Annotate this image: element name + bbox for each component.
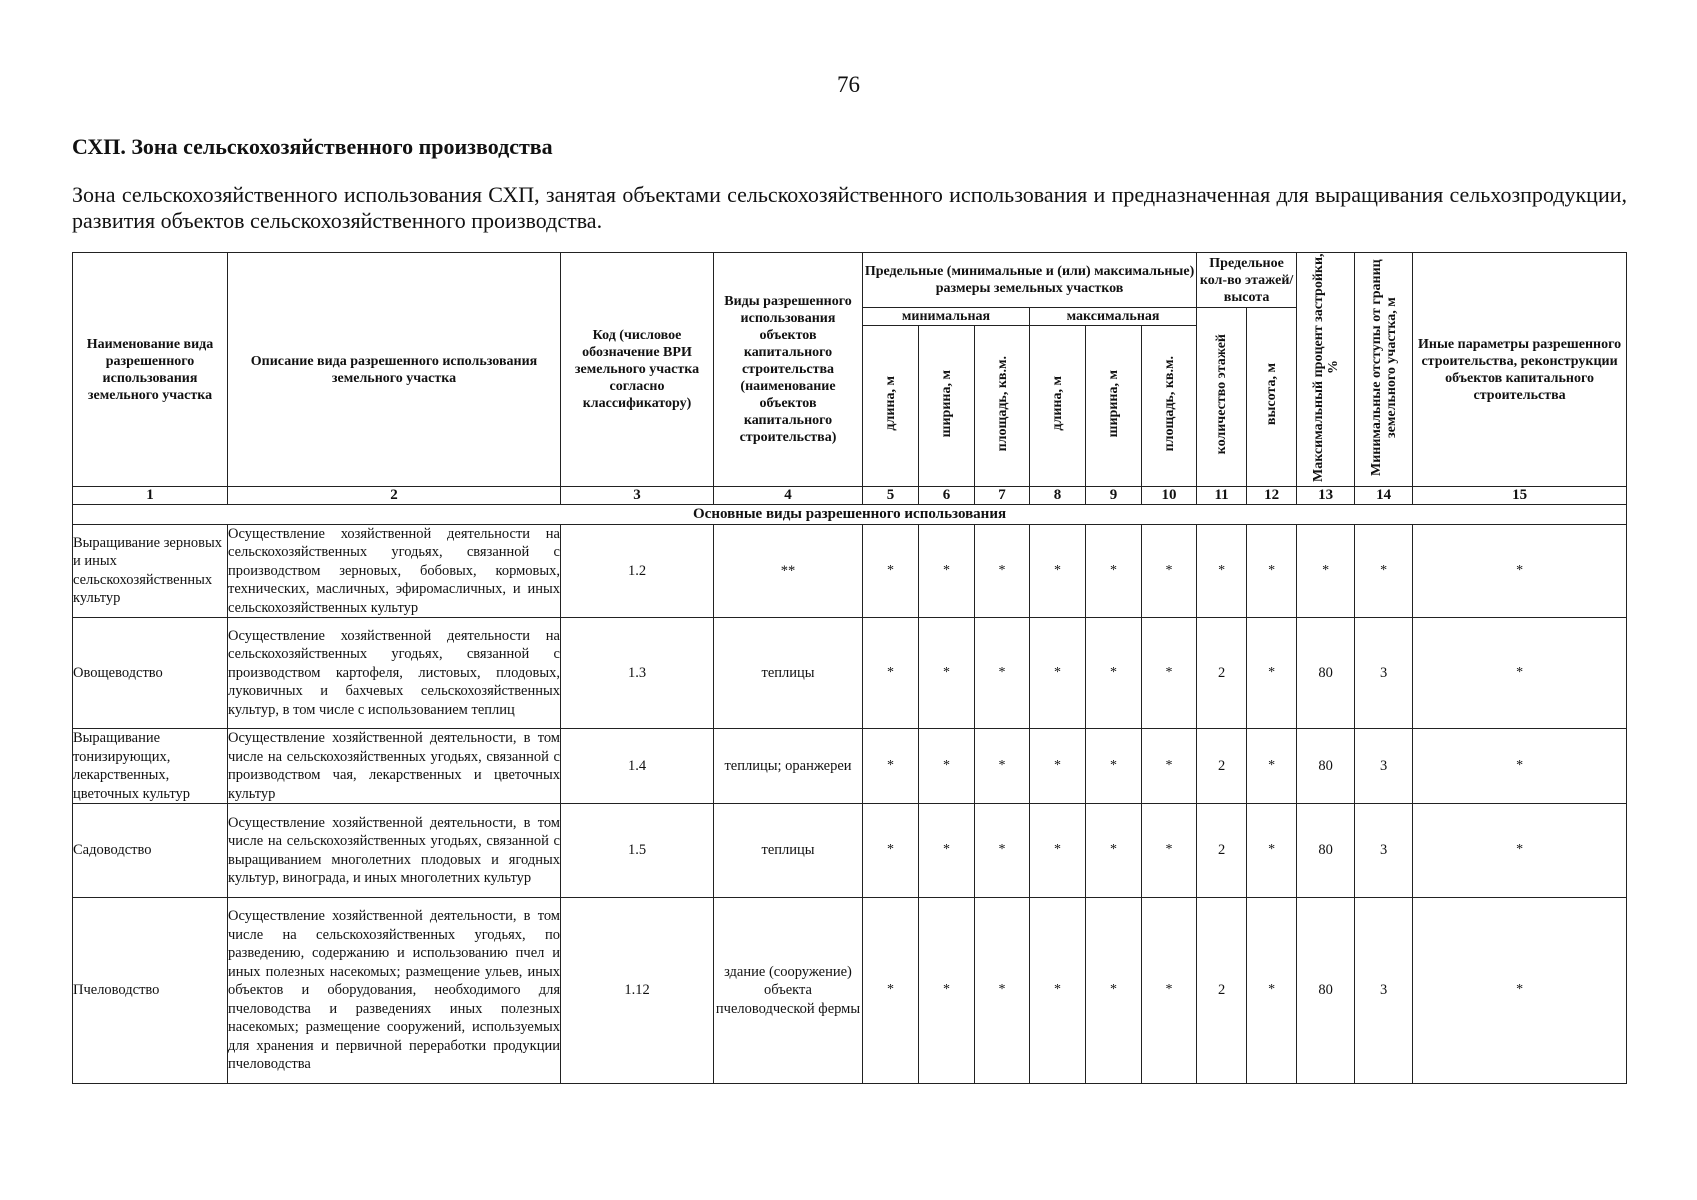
- column-number: 9: [1086, 487, 1142, 505]
- column-number: 8: [1030, 487, 1086, 505]
- row-code: 1.4: [561, 729, 714, 804]
- cell-other: *: [1413, 524, 1627, 618]
- cell-max-area: *: [1142, 524, 1197, 618]
- column-numbers-row: [73, 487, 1627, 505]
- column-number: 13: [1297, 487, 1355, 505]
- header-other: Иные параметры разрешенного строительства, реконструкции объектов капитального строительства: [1413, 253, 1627, 487]
- row-code: 1.12: [561, 898, 714, 1084]
- header-name: Наименование вида разрешенного использования земельного участка: [73, 253, 228, 487]
- cell-min-width: *: [919, 898, 975, 1084]
- cell-max-width: *: [1086, 729, 1142, 804]
- column-number: 11: [1197, 487, 1247, 505]
- table-row: [73, 898, 1627, 1084]
- row-name: Овощеводство: [73, 618, 228, 729]
- row-types: теплицы: [714, 804, 863, 898]
- cell-max-length: *: [1030, 618, 1086, 729]
- cell-max-length: *: [1030, 804, 1086, 898]
- column-number: 10: [1142, 487, 1197, 505]
- column-number: 5: [863, 487, 919, 505]
- row-code: 1.2: [561, 524, 714, 618]
- page-number: 76: [837, 72, 860, 97]
- cell-other: *: [1413, 618, 1627, 729]
- row-code: 1.5: [561, 804, 714, 898]
- column-number: 1: [73, 487, 228, 505]
- row-types: **: [714, 524, 863, 618]
- cell-max-width: *: [1086, 524, 1142, 618]
- cell-min-area: *: [975, 524, 1030, 618]
- cell-setback: 3: [1355, 898, 1413, 1084]
- cell-max-length: *: [1030, 524, 1086, 618]
- table-row: [73, 729, 1627, 804]
- cell-min-width: *: [919, 524, 975, 618]
- table-row: [73, 618, 1627, 729]
- section-label: Основные виды разрешенного использования: [73, 505, 1627, 525]
- header-max: максимальная: [1030, 308, 1197, 326]
- row-description: Осуществление хозяйственной деятельности на сельскохозяйственных угодьях, связанной с производством зерновых, бобовых, кормовых, технических, масличных, эфиромасличных, и иных сельскохозяйственных культур: [228, 525, 560, 616]
- header-max-area: площадь, кв.м.: [1142, 326, 1197, 487]
- header-min-area: площадь, кв.м.: [975, 326, 1030, 487]
- cell-min-width: *: [919, 729, 975, 804]
- cell-min-length: *: [863, 804, 919, 898]
- header-floors: количество этажей: [1197, 308, 1247, 487]
- cell-max-area: *: [1142, 618, 1197, 729]
- cell-height: *: [1247, 729, 1297, 804]
- column-number: 6: [919, 487, 975, 505]
- cell-floors: 2: [1197, 804, 1247, 898]
- column-number: 14: [1355, 487, 1413, 505]
- header-height: высота, м: [1247, 308, 1297, 487]
- cell-max-percent: 80: [1297, 898, 1355, 1084]
- cell-height: *: [1247, 898, 1297, 1084]
- cell-min-length: *: [863, 618, 919, 729]
- cell-setback: *: [1355, 524, 1413, 618]
- row-name: Пчеловодство: [73, 898, 228, 1084]
- cell-max-width: *: [1086, 618, 1142, 729]
- section-row: [73, 505, 1627, 525]
- header-max-length: длина, м: [1030, 326, 1086, 487]
- column-number: 7: [975, 487, 1030, 505]
- cell-max-width: *: [1086, 898, 1142, 1084]
- cell-max-percent: 80: [1297, 618, 1355, 729]
- column-number: 12: [1247, 487, 1297, 505]
- cell-max-percent: 80: [1297, 804, 1355, 898]
- cell-min-area: *: [975, 729, 1030, 804]
- intro-paragraph: Зона сельскохозяйственного использования СХП, занятая объектами сельскохозяйственного использования и предназначенная для выращивания сельхозпродукции, развития объектов сельскохозяйственного производства.: [72, 182, 1627, 233]
- row-name: Выращивание тонизирующих, лекарственных, цветочных культур: [73, 729, 228, 804]
- cell-min-width: *: [919, 618, 975, 729]
- column-number: 15: [1413, 487, 1627, 505]
- cell-floors: 2: [1197, 729, 1247, 804]
- header-max-percent: Максимальный процент застройки, %: [1297, 253, 1355, 487]
- row-types: теплицы; оранжереи: [714, 729, 863, 804]
- cell-other: *: [1413, 898, 1627, 1084]
- column-number: 3: [561, 487, 714, 505]
- cell-min-length: *: [863, 524, 919, 618]
- cell-min-area: *: [975, 618, 1030, 729]
- row-description: Осуществление хозяйственной деятельности на сельскохозяйственных угодьях, связанной с производством картофеля, листовых, плодовых, луковичных и бахчевых сельскохозяйственных культур, в том числе с использованием теплиц: [228, 618, 561, 729]
- row-code: 1.3: [561, 618, 714, 729]
- header-description: Описание вида разрешенного использования земельного участка: [228, 253, 561, 487]
- cell-height: *: [1247, 524, 1297, 618]
- header-max-width: ширина, м: [1086, 326, 1142, 487]
- cell-min-area: *: [975, 898, 1030, 1084]
- cell-max-area: *: [1142, 898, 1197, 1084]
- header-min-length: длина, м: [863, 326, 919, 487]
- cell-min-length: *: [863, 898, 919, 1084]
- cell-max-length: *: [1030, 898, 1086, 1084]
- table-row: [73, 804, 1627, 898]
- cell-min-area: *: [975, 804, 1030, 898]
- cell-max-percent: 80: [1297, 729, 1355, 804]
- section-title: СХП. Зона сельскохозяйственного производства: [72, 134, 553, 159]
- column-number: 4: [714, 487, 863, 505]
- cell-max-length: *: [1030, 729, 1086, 804]
- header-code: Код (числовое обозначение ВРИ земельного участка согласно классификатору): [561, 253, 714, 487]
- row-description: Осуществление хозяйственной деятельности, в том числе на сельскохозяйственных угодьях, связанной с выращиванием многолетних плодовых и ягодных культур, винограда, и иных многолетних культур: [228, 804, 561, 898]
- cell-floors: *: [1197, 524, 1247, 618]
- column-number: 2: [228, 487, 561, 505]
- header-min: минимальная: [863, 308, 1030, 326]
- cell-height: *: [1247, 804, 1297, 898]
- row-name: Выращивание зерновых и иных сельскохозяйственных культур: [73, 524, 228, 618]
- zone-parameters-table: [72, 252, 1627, 1084]
- cell-max-area: *: [1142, 729, 1197, 804]
- header-floors-group: Предельное кол-во этажей/ высота: [1197, 253, 1297, 308]
- header-types: Виды разрешенного использования объектов капитального строительства (наименование объектов капитального строительства): [714, 253, 863, 487]
- cell-height: *: [1247, 618, 1297, 729]
- cell-min-width: *: [919, 804, 975, 898]
- cell-max-width: *: [1086, 804, 1142, 898]
- cell-setback: 3: [1355, 804, 1413, 898]
- row-description: Осуществление хозяйственной деятельности, в том числе на сельскохозяйственных угодьях, по разведению, содержанию и использованию пчел и иных полезных насекомых; размещение ульев, иных объектов и оборудования, необходимого для пчеловодства и разведениях иных полезных насекомых; размещение сооружений, используемых для хранения и первичной переработки продукции пчеловодства: [228, 898, 561, 1084]
- header-limits: Предельные (минимальные и (или) максимальные) размеры земельных участков: [863, 253, 1197, 308]
- row-types: здание (сооружение) объекта пчеловодческой фермы: [714, 898, 863, 1084]
- cell-floors: 2: [1197, 618, 1247, 729]
- row-types: теплицы: [714, 618, 863, 729]
- cell-max-percent: *: [1297, 524, 1355, 618]
- row-name: Садоводство: [73, 804, 228, 898]
- table-row: [73, 524, 1627, 618]
- cell-setback: 3: [1355, 729, 1413, 804]
- row-description: Осуществление хозяйственной деятельности, в том числе на сельскохозяйственных угодьях, связанной с производством чая, лекарственных и цветочных культур: [228, 730, 560, 802]
- header-min-setback: Минимальные отступы от границ земельного участка, м: [1355, 253, 1413, 487]
- cell-other: *: [1413, 804, 1627, 898]
- cell-min-length: *: [863, 729, 919, 804]
- cell-floors: 2: [1197, 898, 1247, 1084]
- cell-setback: 3: [1355, 618, 1413, 729]
- header-min-width: ширина, м: [919, 326, 975, 487]
- cell-max-area: *: [1142, 804, 1197, 898]
- cell-other: *: [1413, 729, 1627, 804]
